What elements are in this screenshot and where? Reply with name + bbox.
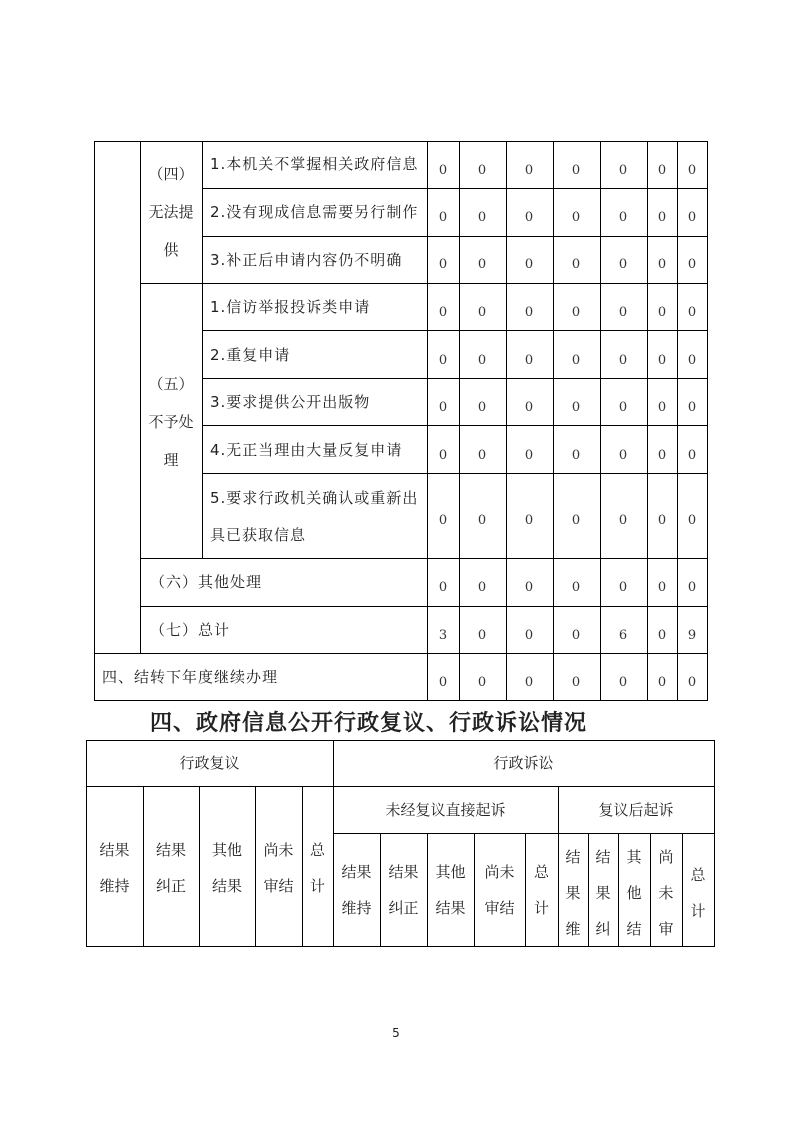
- table-line: [86, 786, 715, 787]
- table-line: [427, 141, 428, 701]
- row-label: 3.补正后申请内容仍不明确: [210, 251, 403, 269]
- value-cell: 0: [618, 448, 628, 463]
- value-cell: 0: [438, 675, 448, 690]
- table-line: [459, 141, 460, 701]
- value-cell: 0: [687, 210, 697, 225]
- value-cell: 0: [687, 257, 697, 272]
- row-label: 1.信访举报投诉类申请: [210, 298, 371, 316]
- table-line: [714, 740, 715, 947]
- value-cell: 0: [618, 163, 628, 178]
- value-cell: 0: [524, 257, 534, 272]
- value-cell: 0: [657, 400, 667, 415]
- row-label-carry-over: 四、结转下年度继续办理: [102, 668, 279, 686]
- group-label-not-processed: （五） 不予处 理: [148, 375, 194, 469]
- col-header: 结果 纠正: [388, 863, 419, 917]
- value-cell: 0: [618, 580, 628, 595]
- col-header: 其 他 结: [626, 848, 642, 938]
- header-after-review-litigation: 复议后起诉: [598, 801, 674, 819]
- col-header: 总 计: [533, 863, 549, 917]
- header-direct-litigation: 未经复议直接起诉: [385, 801, 506, 819]
- value-cell: 0: [571, 353, 581, 368]
- section-heading: 四、政府信息公开行政复议、行政诉讼情况: [150, 711, 588, 736]
- value-cell: 0: [657, 448, 667, 463]
- table-line: [94, 141, 708, 142]
- col-header: 结果 维持: [341, 863, 372, 917]
- table-line: [202, 141, 203, 558]
- header-administrative-litigation: 行政诉讼: [493, 754, 554, 772]
- table-line: [333, 833, 715, 834]
- value-cell: 0: [618, 400, 628, 415]
- table-line: [202, 425, 708, 426]
- value-cell: 0: [571, 305, 581, 320]
- table-line: [202, 473, 708, 474]
- value-cell: 0: [657, 675, 667, 690]
- value-cell: 0: [657, 353, 667, 368]
- value-cell: 0: [524, 163, 534, 178]
- value-cell: 0: [477, 513, 487, 528]
- value-cell: 0: [524, 448, 534, 463]
- value-cell: 0: [524, 305, 534, 320]
- value-cell: 0: [438, 400, 448, 415]
- value-cell: 0: [657, 305, 667, 320]
- value-cell: 0: [438, 163, 448, 178]
- col-header: 结果 纠正: [155, 841, 186, 895]
- row-label: 2.重复申请: [210, 346, 291, 364]
- table-line: [140, 558, 708, 559]
- value-cell: 0: [657, 628, 667, 643]
- value-cell: 0: [571, 210, 581, 225]
- value-cell: 0: [477, 675, 487, 690]
- value-cell: 3: [438, 628, 448, 643]
- value-cell: 0: [618, 353, 628, 368]
- table-line: [140, 283, 708, 284]
- col-header: 其他 结果: [435, 863, 466, 917]
- col-header: 结 果 维: [565, 848, 581, 938]
- value-cell: 0: [657, 163, 667, 178]
- value-cell: 0: [477, 305, 487, 320]
- table-line: [647, 141, 648, 701]
- table-line: [707, 141, 708, 701]
- table-line: [202, 236, 708, 237]
- table-line: [600, 141, 601, 701]
- row-label: 1.本机关不掌握相关政府信息: [210, 155, 419, 173]
- value-cell: 0: [524, 628, 534, 643]
- row-label: 具已获取信息: [210, 526, 307, 544]
- value-cell: 0: [477, 400, 487, 415]
- value-cell: 0: [571, 580, 581, 595]
- row-label: 5.要求行政机关确认或重新出: [210, 489, 419, 507]
- value-cell: 0: [571, 163, 581, 178]
- value-cell: 0: [618, 513, 628, 528]
- table-line: [202, 378, 708, 379]
- value-cell: 0: [571, 675, 581, 690]
- value-cell: 0: [524, 353, 534, 368]
- header-administrative-review: 行政复议: [179, 754, 240, 772]
- value-cell: 0: [438, 448, 448, 463]
- value-cell: 0: [477, 580, 487, 595]
- value-cell: 0: [571, 400, 581, 415]
- col-header: 其他 结果: [211, 841, 242, 895]
- row-label: 2.没有现成信息需要另行制作: [210, 203, 419, 221]
- value-cell: 0: [477, 163, 487, 178]
- value-cell: 0: [657, 257, 667, 272]
- col-header: 总 计: [309, 841, 325, 895]
- value-cell: 0: [687, 580, 697, 595]
- value-cell: 0: [571, 257, 581, 272]
- value-cell: 0: [477, 628, 487, 643]
- row-label: 4.无正当理由大量反复申请: [210, 441, 403, 459]
- value-cell: 0: [657, 513, 667, 528]
- table-line: [202, 330, 708, 331]
- table-line: [86, 740, 715, 741]
- value-cell: 0: [571, 448, 581, 463]
- group-label-unable: （四） 无法提 供: [148, 165, 194, 259]
- value-cell: 0: [687, 448, 697, 463]
- row-label-total: （七）总计: [150, 621, 231, 639]
- col-header: 尚 未 审: [658, 848, 674, 938]
- value-cell: 0: [687, 400, 697, 415]
- value-cell: 0: [657, 580, 667, 595]
- value-cell: 0: [438, 257, 448, 272]
- value-cell: 0: [687, 513, 697, 528]
- value-cell: 0: [524, 675, 534, 690]
- value-cell: 0: [477, 257, 487, 272]
- col-header: 尚未 审结: [484, 863, 515, 917]
- row-label: 3.要求提供公开出版物: [210, 393, 371, 411]
- value-cell: 6: [618, 628, 628, 643]
- value-cell: 0: [524, 513, 534, 528]
- value-cell: 0: [438, 305, 448, 320]
- table-line: [94, 653, 708, 654]
- row-label-other: （六）其他处理: [150, 573, 263, 591]
- col-header: 尚未 审结: [263, 841, 294, 895]
- value-cell: 0: [571, 513, 581, 528]
- value-cell: 0: [618, 675, 628, 690]
- value-cell: 0: [438, 353, 448, 368]
- col-header: 结 果 纠: [595, 848, 611, 938]
- value-cell: 0: [687, 163, 697, 178]
- table-line: [94, 700, 708, 701]
- table-line: [677, 141, 678, 701]
- page-number: 5: [392, 1026, 400, 1040]
- value-cell: 0: [438, 513, 448, 528]
- value-cell: 0: [438, 580, 448, 595]
- value-cell: 0: [618, 210, 628, 225]
- value-cell: 0: [687, 675, 697, 690]
- value-cell: 0: [571, 628, 581, 643]
- value-cell: 0: [687, 353, 697, 368]
- col-header: 总 计: [690, 866, 706, 920]
- value-cell: 0: [477, 210, 487, 225]
- table-line: [553, 141, 554, 701]
- value-cell: 0: [657, 210, 667, 225]
- value-cell: 0: [477, 353, 487, 368]
- value-cell: 0: [524, 400, 534, 415]
- table-line: [202, 188, 708, 189]
- col-header: 结果 维持: [99, 841, 130, 895]
- value-cell: 0: [618, 257, 628, 272]
- value-cell: 9: [687, 628, 697, 643]
- value-cell: 0: [687, 305, 697, 320]
- table-line: [94, 141, 95, 701]
- table-line: [506, 141, 507, 701]
- value-cell: 0: [524, 580, 534, 595]
- value-cell: 0: [618, 305, 628, 320]
- value-cell: 0: [524, 210, 534, 225]
- table-line: [140, 606, 708, 607]
- value-cell: 0: [477, 448, 487, 463]
- value-cell: 0: [438, 210, 448, 225]
